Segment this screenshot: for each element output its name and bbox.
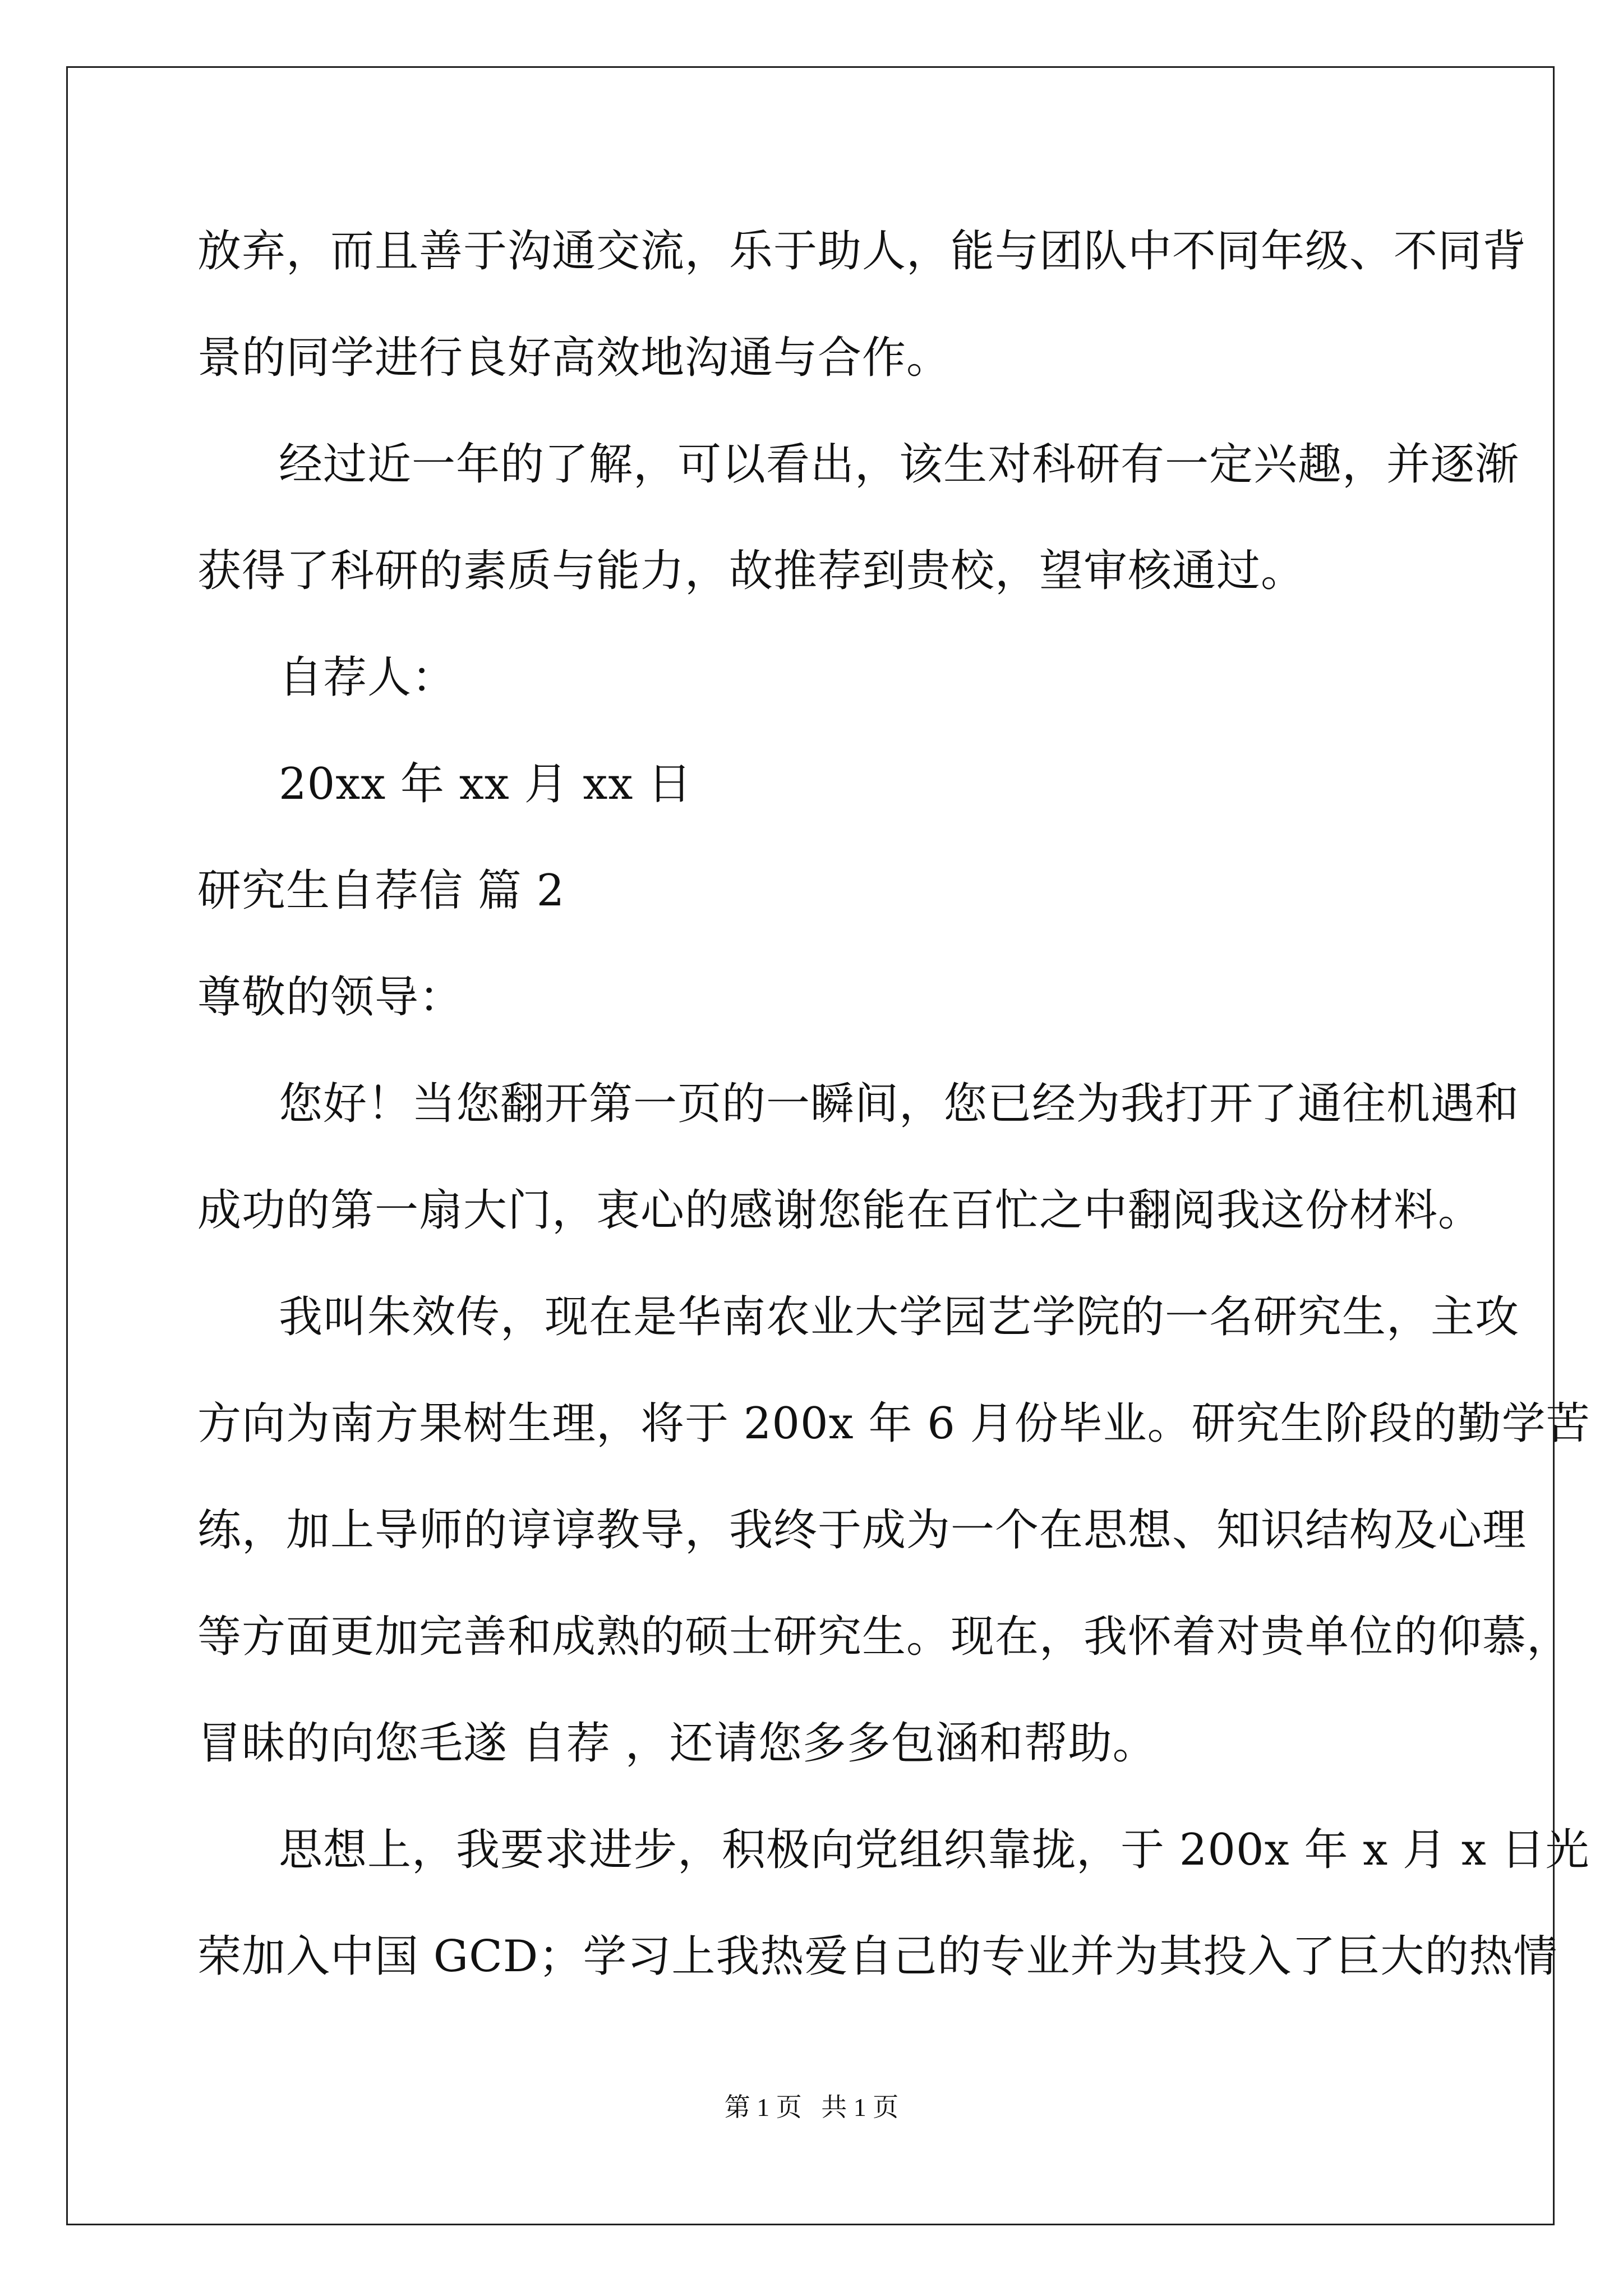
text-line: 景的同学进行良好高效地沟通与合作。 [197, 333, 951, 383]
text-line: 您好！当您翻开第一页的一瞬间，您已经为我打开了通往机遇和 [279, 1079, 1520, 1129]
text-line: 经过近一年的了解，可以看出，该生对科研有一定兴趣，并逐渐 [279, 439, 1520, 490]
page-footer: 第 1 页 共 1 页 [724, 2093, 899, 2122]
signature-label: 自荐人： [279, 652, 457, 703]
text-line: 方向为南方果树生理，将于 200x 年 6 月份毕业。研究生阶段的勤学苦 [197, 1398, 1590, 1449]
text-line: 获得了科研的素质与能力，故推荐到贵校，望审核通过。 [197, 546, 1306, 596]
text-line: 成功的第一扇大门，衷心的感谢您能在百忙之中翻阅我这份材料。 [197, 1185, 1483, 1236]
text-line: 荣加入中国 GCD；学习上我热爱自己的专业并为其投入了巨大的热情 [197, 1931, 1558, 1982]
section-heading: 研究生自荐信 篇 2 [197, 866, 565, 916]
text-line: 冒昧的向您毛遂 自荐 ，还请您多多包涵和帮助。 [197, 1718, 1157, 1769]
text-line: 思想上，我要求进步，积极向党组织靠拢，于 200x 年 x 月 x 日光 [279, 1825, 1590, 1875]
date-line: 20xx 年 xx 月 xx 日 [279, 759, 693, 809]
text-line: 等方面更加完善和成熟的硕士研究生。现在，我怀着对贵单位的仰慕， [197, 1612, 1571, 1662]
page-border [66, 66, 1558, 2225]
salutation: 尊敬的领导： [197, 972, 464, 1023]
text-line: 练，加上导师的谆谆教导，我终于成为一个在思想、知识结构及心理 [197, 1505, 1527, 1556]
text-line: 放弃，而且善于沟通交流，乐于助人，能与团队中不同年级、不同背 [197, 226, 1527, 277]
text-line: 我叫朱效传，现在是华南农业大学园艺学院的一名研究生，主攻 [279, 1292, 1520, 1342]
